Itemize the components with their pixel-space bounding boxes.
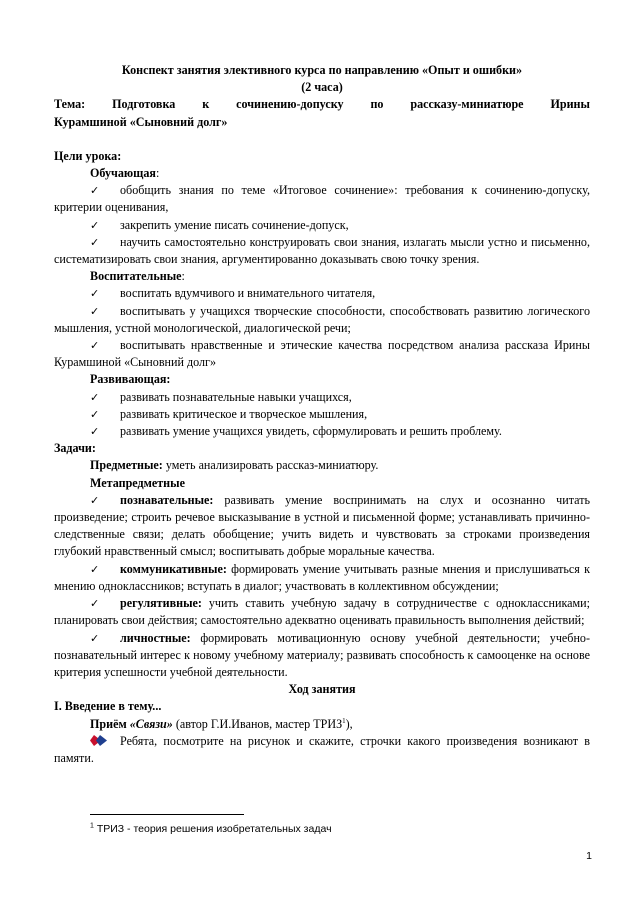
list-item: ✓ обобщить знания по теме «Итоговое сочинение»: требования к сочинению-допуску, критерии оценивания,	[54, 183, 590, 215]
list-item: ✓ развивать критическое и творческое мышления,	[54, 406, 590, 423]
list-item: ✓ личностные: формировать мотивационную основу учебной деятельности; учебно-познавательный интерес к новому учебному материалу; развивать способность к самооценке на основе критерия успешности учебной деятельности.	[54, 630, 590, 679]
checkmark-icon: ✓	[90, 425, 100, 439]
topic-line: Тема: Подготовка к сочинению-допуску по рассказу-миниатюре Ирины	[54, 97, 590, 112]
checkmark-icon: ✓	[90, 287, 100, 301]
checkmark-icon: ✓	[90, 562, 100, 576]
list-item: ✓ воспитать вдумчивого и внимательного читателя,	[54, 285, 590, 302]
checkmark-icon: ✓	[90, 304, 100, 318]
dev-heading: Развивающая:	[90, 372, 171, 387]
list-item: ✓ коммуникативные: формировать умение учитывать разные мнения и прислушиваться к мнению одноклассников; вступать в диалог; участвовать в коллективном обсуждении;	[54, 561, 590, 593]
checkmark-icon: ✓	[90, 339, 100, 353]
list-item: ✓ развивать познавательные навыки учащихся,	[54, 389, 590, 406]
checkmark-icon: ✓	[90, 597, 100, 611]
goals-heading: Цели урока:	[54, 148, 122, 163]
checkmark-icon: ✓	[90, 390, 100, 404]
subject-line: Предметные: уметь анализировать рассказ-миниатюру.	[90, 458, 379, 473]
list-item: ✓ научить самостоятельно конструировать свои знания, излагать мысли устно и письменно, систематизировать свои знания, аргументированно доказывать свою точку зрения.	[54, 234, 590, 267]
document-subtitle: (2 часа)	[301, 80, 343, 95]
checkmark-icon: ✓	[90, 184, 100, 198]
topic-line-2: Курамшиной «Сыновний долг»	[54, 114, 228, 129]
list-item: ✓ регулятивные: учить ставить учебную задачу в сотрудничестве с одноклассниками; планировать свои действия; самостоятельно адекватно оценивать правильность выполнения действий;	[54, 596, 590, 628]
checkmark-icon: ✓	[90, 493, 100, 507]
meta-heading: Метапредметные	[90, 475, 185, 490]
checkmark-icon: ✓	[90, 407, 100, 421]
list-item: ✓ развивать умение учащихся увидеть, сформулировать и решить проблему.	[54, 423, 590, 440]
section-heading: I. Введение в тему...	[54, 699, 162, 714]
intro-paragraph: Ребята, посмотрите на рисунок и скажите, строчки какого произведения возникают в памяти.	[54, 733, 590, 765]
tasks-heading: Задачи:	[54, 441, 96, 456]
footnote: $^1$ ТРИЗ - теория решения изобретательных задач	[90, 822, 332, 835]
list-item: ✓ воспитывать у учащихся творческие способности, способствовать развитию логического мышления, устной монологической, диалогической речи;	[54, 303, 590, 335]
checkmark-icon: ✓	[90, 235, 100, 249]
lesson-heading: Ход занятия	[288, 682, 356, 697]
edu-heading: Обучающая:	[90, 166, 160, 181]
checkmark-icon: ✓	[90, 218, 100, 232]
method-line: Приём «Связи» (автор Г.И.Иванов, мастер ТРИЗ$^1$),	[90, 716, 353, 731]
diamond-bullet-icon	[90, 733, 120, 750]
page-number: 1	[586, 850, 592, 862]
document-page	[54, 62, 590, 767]
upbr-heading: Воспитательные:	[90, 269, 185, 284]
checkmark-icon: ✓	[90, 631, 100, 645]
list-item: ✓ познавательные: развивать умение воспринимать на слух и осознанно читать произведение; строить речевое высказывание в устной и письменной форме; устанавливать причинно-следственные связи; делать обобщение; учить видеть и чувствовать за строками произведения глубокий нравственный смысл; воспитывать добрые моральные качества.	[54, 492, 590, 559]
document-title: Конспект занятия элективного курса по направлению «Опыт и ошибки»	[121, 63, 523, 77]
list-item: ✓ воспитывать нравственные и этические качества посредством анализа рассказа Ирины Курамшиной «Сыновний долг»	[54, 338, 590, 370]
list-item: ✓ закрепить умение писать сочинение-допуск,	[54, 217, 590, 234]
footnote-separator	[90, 814, 244, 815]
